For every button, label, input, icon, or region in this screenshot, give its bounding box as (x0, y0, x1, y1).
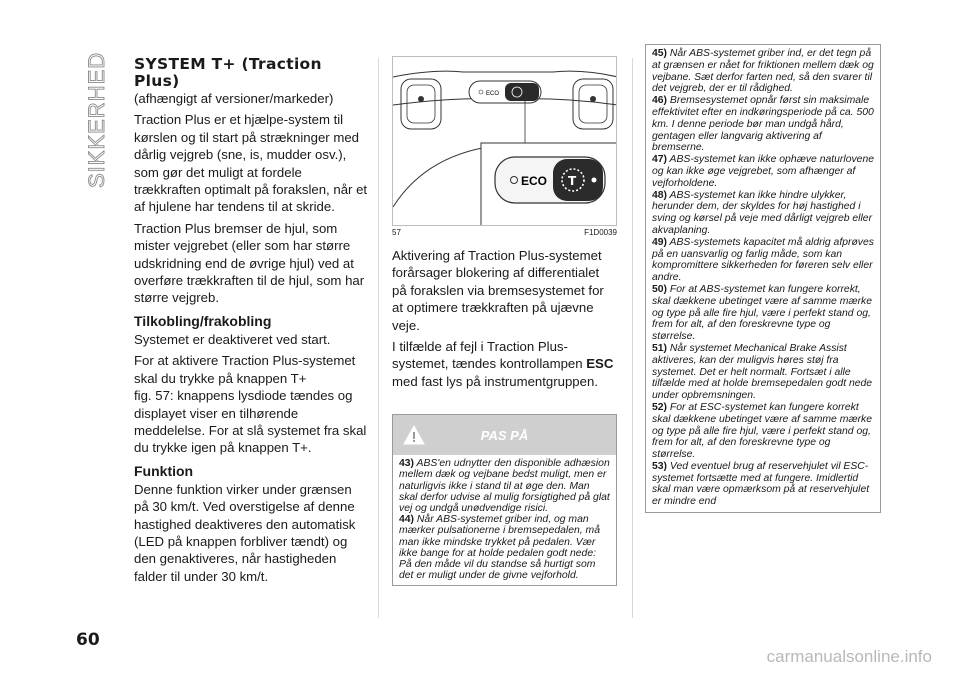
note-number: 52) (652, 401, 668, 413)
note-number: 51) (652, 342, 668, 354)
note-text: Når systemet Mechanical Brake Assist aktiveres, kan der muligvis høres støj fra systemet. Det er helt normalt. Fortsæt i alle tilfælde med at holde bremsepedalen godt nede under opbremsningen. (652, 342, 873, 402)
figure-code: F1D0039 (584, 228, 617, 237)
note-text: ABS-systemet kan ikke hindre ulykker, herunder dem, der skyldes for høj hastighed i sving og kørsel på veje med dårligt vejgreb eller akvaplaning. (652, 189, 873, 236)
note-number: 45) (652, 48, 668, 59)
warning-notes-box (645, 44, 881, 513)
paragraph-part: I tilfælde af fejl i Traction Plus-systemet, tændes kontrollampen (392, 339, 583, 372)
warning-note (652, 343, 875, 402)
figure-number: 57 (392, 228, 401, 237)
warning-body (393, 455, 616, 585)
note-text: For at ESC-systemet kan fungere korrekt skal dækkene ubetinget være af samme mærke og type på alle fire hjul, være i perfekt stand og, frem for alt, af den foreskrevne type og størrelse. (652, 401, 873, 461)
site-watermark: carmanualsonline.info (766, 647, 932, 666)
note-text: For at ABS-systemet kan fungere korrekt, skal dækkene ubetinget være af samme mærke og type på alle fire hjul, være i perfekt stand og, frem for alt, af den foreskrevne type og størrelse. (652, 283, 873, 343)
warning-note (652, 402, 875, 461)
note-number: 53) (652, 460, 668, 472)
section-side-label (78, 52, 114, 192)
column-divider (632, 58, 633, 618)
note-text: ABS-systemet kan ikke ophæve naturlovene og kan ikke øge vejgrebet, som afhænger af vejforholdene. (652, 154, 875, 189)
warning-note (652, 237, 875, 284)
paragraph: fig. 57: knappens lysdiode tændes og displayet viser en tilhørende meddelelse. For at slå systemet fra skal du trykke igen på knappen T+. (134, 388, 367, 456)
subheading-funktion: Funktion (134, 462, 194, 479)
warning-note (399, 514, 610, 581)
note-number: 47) (652, 154, 668, 166)
note-number: 50) (652, 283, 668, 295)
warning-note (652, 461, 875, 508)
led-indicator (592, 178, 597, 183)
note-text: Ved eventuel brug af reservehjulet vil ESC-systemet fortsætte med at fungere. Imidlertid skal man være opmærksom på at reservehjulet er mindre end (652, 460, 870, 508)
svg-text:T: T (568, 174, 577, 188)
warning-triangle-icon (403, 424, 425, 451)
esc-warning-symbol: ESC (586, 356, 614, 372)
note-text: ABS-systemets kapacitet må aldrig afprøves på en uansvarlig og farlig måde, som kan kompromittere sikkerheden for føreren selv eller andre. (652, 236, 874, 284)
warning-title: PAS PÅ (480, 427, 529, 443)
warning-box (392, 414, 617, 586)
subheading-tilkobling: Tilkobling/frakobling (134, 312, 272, 329)
warning-note (652, 284, 875, 343)
note-number: 43) (399, 458, 415, 470)
note-number: 48) (652, 189, 668, 201)
column-divider (378, 58, 379, 618)
note-number: 49) (652, 236, 668, 248)
section-side-label-text: SIKKERHED (84, 52, 109, 188)
note-text: Når ABS-systemet griber ind, og man mærker pulsationerne i bremsepedalen, må man ikke mindske trykket på pedalen. Vær ikke bange for at holde pedalen godt nede: På den måde vil du standse så hurtigt som det er muligt under de givne vejforhold. (399, 514, 600, 582)
seat-heater-icon (418, 96, 424, 102)
warning-note (652, 154, 875, 189)
figure-column (392, 56, 617, 586)
paragraph: Traction Plus bremser de hjul, som mister vejgrebet (eller som har større udskridning end de øvrige hjul) ved at overføre trækkraften til de hjul, som har større vejgreb. (134, 220, 365, 306)
warning-note (652, 95, 875, 154)
figure-57-illustration (392, 56, 617, 226)
warning-header (393, 415, 616, 455)
paragraph: Denne funktion virker under grænsen på 30 km/t. Ved overstigelse af denne hastighed deaktiveres den automatisk (LED på knappen forbliver tændt) og den genaktiveres, når hastigheden falder til under 30 km/t. (134, 481, 356, 584)
paragraph-part: med fast lys på instrumentgruppen. (392, 373, 598, 389)
note-text: Bremsesystemet opnår først sin maksimale effektivitet efter en indkøringsperiode på ca. 500 km. I denne periode bør man undgå hård, gentagen eller langvarig aktivering af bremserne. (652, 95, 874, 154)
note-text: ABS'en udnytter den disponible adhæsion mellem dæk og vejbane bedst muligt, men er naturligvis ikke i stand til at øge den. Man skal derfor udvise al mulig forsigtighed på glat vej og undgå unødvendige risici. (399, 458, 610, 515)
section-title: SYSTEM T+ (Traction Plus) (134, 55, 322, 90)
page-number: 60 (76, 630, 100, 650)
warning-note (652, 48, 875, 95)
paragraph: Traction Plus er et hjælpe-system til kørslen og til start på strækninger med dårlig vejgreb (sne, is, mudder osv.), som gør det muligt at fordele trækkraften optimalt på forakslen, når et af hjulene har tendens til at skride. (134, 112, 368, 215)
paragraph: For at aktivere Traction Plus-systemet skal du trykke på knappen T+ (134, 353, 356, 386)
eco-label-small: ECO (486, 91, 500, 97)
main-text-column (134, 56, 368, 589)
note-number: 44) (399, 514, 415, 526)
eco-label-large: ECO (521, 174, 548, 188)
warning-note (652, 190, 875, 237)
figure-caption (392, 228, 617, 237)
note-number: 46) (652, 95, 668, 107)
paragraph: Systemet er deaktiveret ved start. (134, 331, 331, 347)
paragraph-esc (392, 338, 617, 390)
note-text: Når ABS-systemet griber ind, er det tegn på at grænsen er nået for friktionen mellem dæk og vejbane. Sæt derfor farten ned, så den svarer til det vejgreb, der er til rådighed. (652, 48, 874, 95)
warning-note (399, 458, 610, 514)
dashboard-switch-illustration (393, 57, 617, 226)
paragraph: Aktivering af Traction Plus-systemet forårsager blokering af differentialet på forakslen via bremsesystemet for at optimere trækkraften på ujævne veje. (392, 248, 604, 333)
section-subtitle: (afhængigt af versioner/markeder) (134, 91, 334, 106)
